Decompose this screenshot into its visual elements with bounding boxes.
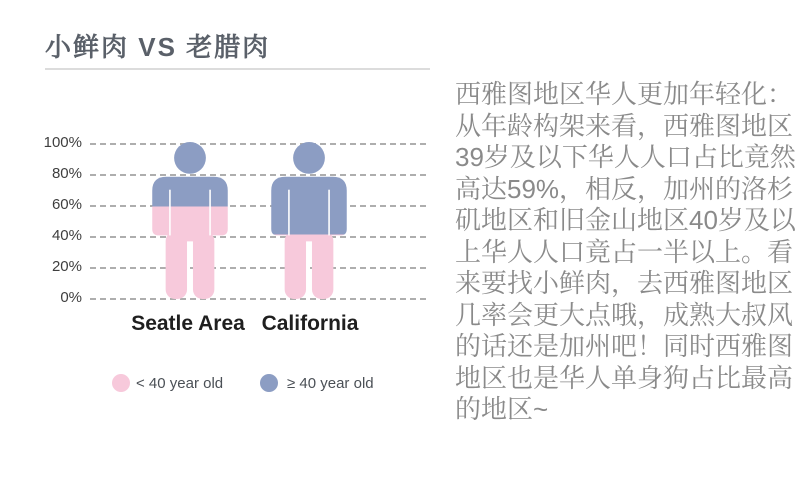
y-axis-tick-label: 60% xyxy=(51,196,82,213)
legend-label-over-40: ≥ 40 year old xyxy=(287,375,374,392)
legend-dot-icon xyxy=(260,374,278,392)
gridline-20 xyxy=(90,267,426,269)
category-label-california: California xyxy=(261,312,359,335)
y-axis-tick-label: 40% xyxy=(51,227,82,244)
person-pictogram-seattle xyxy=(151,142,229,299)
person-pictogram-california xyxy=(270,142,348,299)
y-axis-tick-label: 20% xyxy=(51,258,82,275)
page-title: 小鲜肉 VS 老腊肉 xyxy=(45,32,271,62)
category-label-seattle: Seatle Area xyxy=(131,312,245,335)
person-left-leg xyxy=(166,231,187,299)
gridline-60 xyxy=(90,205,426,207)
gridline-80 xyxy=(90,174,426,176)
y-axis-tick-label: 80% xyxy=(51,165,82,182)
y-axis-tick-label: 0% xyxy=(60,289,82,306)
y-axis-tick-label: 100% xyxy=(43,134,82,151)
gridline-0 xyxy=(90,298,426,300)
chart-legend xyxy=(0,370,445,400)
person-head xyxy=(174,142,206,174)
commentary-text: 西雅图地区华人更加年轻化：从年龄构架来看，西雅图地区39岁及以下华人人口占比竟然高达59%，相反，加州的洛杉矶地区和旧金山地区40岁及以上华人人口竟占一半以上。看来要找小鲜肉，去西雅图地区几率会更大点哦，成熟大叔风的话还是加州吧！同时西雅图地区也是华人单身狗占比最高的地区~ xyxy=(455,79,796,424)
legend-label-under-40: < 40 year old xyxy=(136,375,224,392)
person-right-leg xyxy=(312,231,333,299)
legend-swatch-under-40 xyxy=(112,374,130,392)
gridline-100 xyxy=(90,143,426,145)
person-right-leg xyxy=(193,231,214,299)
legend-dot-icon xyxy=(112,374,130,392)
gridline-40 xyxy=(90,236,426,238)
person-left-leg xyxy=(285,231,306,299)
legend-swatch-over-40 xyxy=(260,374,278,392)
person-head xyxy=(293,142,325,174)
